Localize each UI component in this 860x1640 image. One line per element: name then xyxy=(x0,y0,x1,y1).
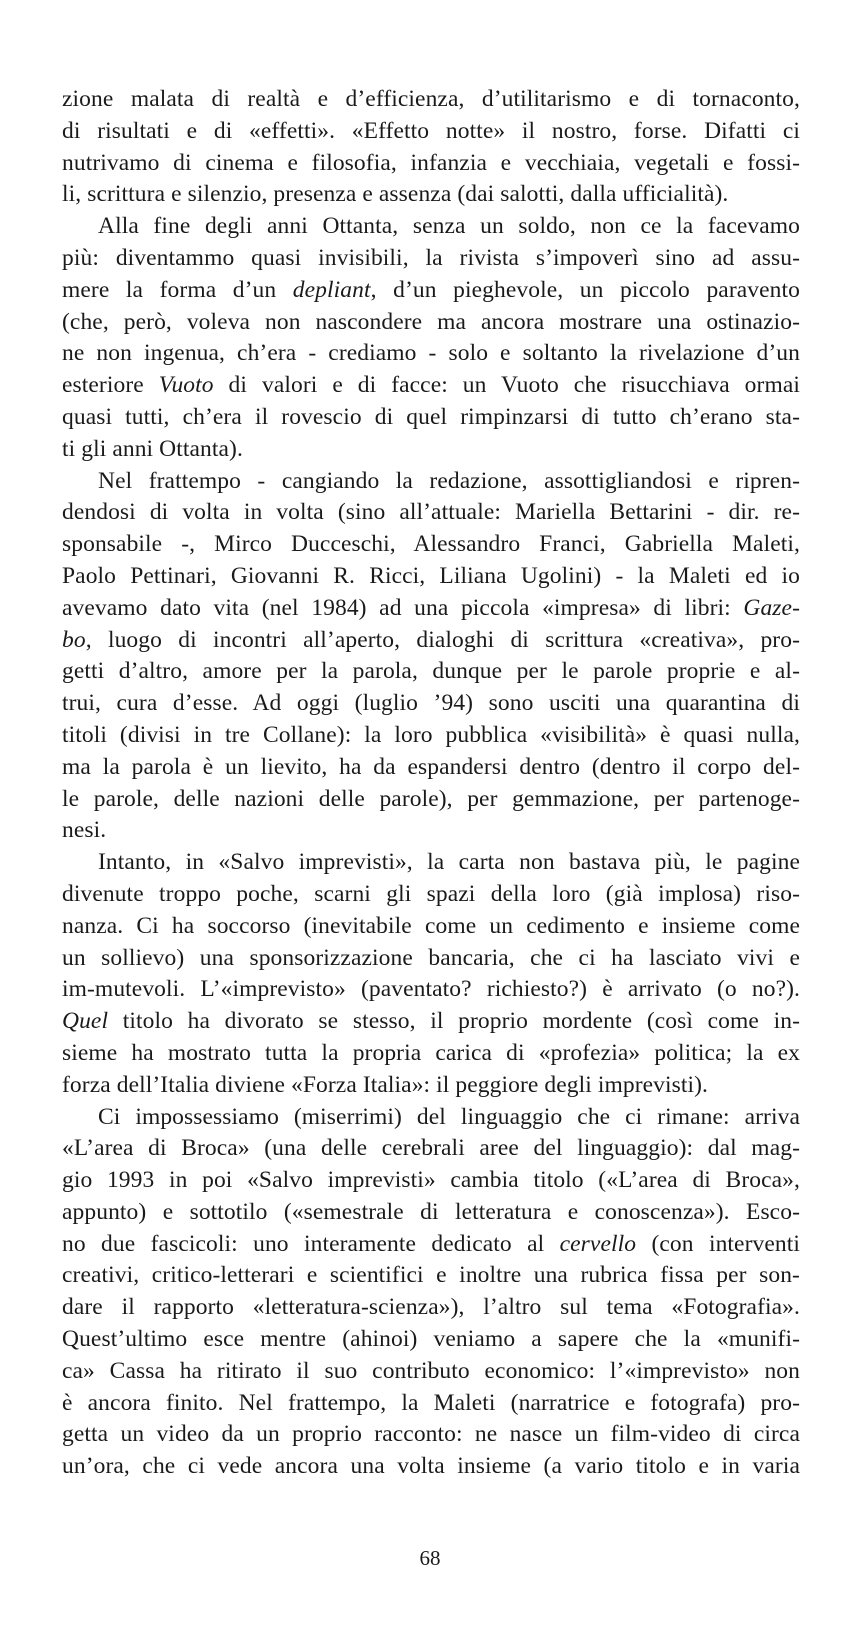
text-line: nanza. Ci ha soccorso (inevitabile come un cedimento e insieme come xyxy=(62,912,800,939)
text-segment: (con interventi xyxy=(636,1230,800,1257)
text-line: Quest’ultimo esce mentre (ahinoi) veniamo a sapere che la «munifi- xyxy=(62,1326,800,1353)
text-line: Ci impossessiamo (miserrimi) del linguaggio che ci rimane: arriva xyxy=(98,1103,800,1130)
italic-term: Gaze- xyxy=(743,594,800,621)
text-line: dare il rapporto «letteratura-scienza»), l’altro sul tema «Fotografia». xyxy=(62,1294,800,1321)
text-line: getti d’altro, amore per la parola, dunque per le parole proprie e al- xyxy=(62,658,800,685)
text-segment: , d’un pieghevole, un piccolo paravento xyxy=(370,276,800,303)
text-segment: mere la forma d’un xyxy=(62,276,293,303)
text-segment: avevamo dato vita (nel 1984) ad una piccola «impresa» di libri: xyxy=(62,594,744,621)
text-line: di risultati e di «effetti». «Effetto notte» il nostro, forse. Difatti ci xyxy=(62,117,800,144)
paragraph-5 xyxy=(62,1102,800,1484)
text-line xyxy=(62,1006,800,1038)
text-line: un’ora, che ci vede ancora una volta insieme (a vario titolo e in varia xyxy=(62,1453,800,1480)
text-segment: no due fascicoli: uno interamente dedicato al xyxy=(62,1230,560,1257)
text-line: trui, cura d’esse. Ad oggi (luglio ’94) sono usciti una quarantina di xyxy=(62,690,800,717)
text-line xyxy=(62,593,800,625)
text-line: titoli (divisi in tre Collane): la loro pubblica «visibilità» è quasi nulla, xyxy=(62,721,800,748)
text-line: sponsabile -, Mirco Ducceschi, Alessandro Franci, Gabriella Maleti, xyxy=(62,531,800,558)
text-line xyxy=(62,370,800,402)
text-line: «L’area di Broca» (una delle cerebrali aree del linguaggio): dal mag- xyxy=(62,1135,800,1162)
text-line: (che, però, voleva non nascondere ma ancora mostrare una ostinazio- xyxy=(62,308,800,335)
paragraph-3 xyxy=(62,466,800,848)
italic-term: depliant xyxy=(292,276,371,303)
text-line: è ancora finito. Nel frattempo, la Maleti (narratrice e fotografa) pro- xyxy=(62,1389,800,1416)
text-line: Alla fine degli anni Ottanta, senza un soldo, non ce la facevamo xyxy=(98,213,800,240)
text-line: dendosi di volta in volta (sino all’attuale: Mariella Bettarini - dir. re- xyxy=(62,499,800,526)
text-line: più: diventammo quasi invisibili, la rivista s’impoverì sino ad assu- xyxy=(62,244,800,271)
italic-term: bo xyxy=(62,626,86,653)
text-line: nesi. xyxy=(62,817,107,844)
text-line: getta un video da un proprio racconto: ne nasce un film-video di circa xyxy=(62,1421,800,1448)
text-line: forza dell’Italia diviene «Forza Italia»: il peggiore degli imprevisti). xyxy=(62,1071,709,1098)
text-line: un sollievo) una sponsorizzazione bancaria, che ci ha lasciato vivi e xyxy=(62,944,800,971)
text-line: li, scrittura e silenzio, presenza e assenza (dai salotti, dalla ufficialità). xyxy=(62,181,729,208)
text-line: appunto) e sottotilo («semestrale di letteratura e conoscenza»). Esco- xyxy=(62,1198,800,1225)
text-line: Nel frattempo - cangiando la redazione, assottigliandosi e ripren- xyxy=(98,467,800,494)
text-line: Intanto, in «Salvo imprevisti», la carta non bastava più, le pagine xyxy=(98,849,800,876)
text-line: im-mutevoli. L’«imprevisto» (paventato? richiesto?) è arrivato (o no?). xyxy=(62,976,800,1003)
text-segment: di valori e di facce: un Vuoto che risucchiava ormai xyxy=(213,372,800,399)
text-line: nutrivamo di cinema e filosofia, infanzia e vecchiaia, vegetali e fossi- xyxy=(62,149,800,176)
text-line xyxy=(62,625,800,657)
text-line: ma la parola è un lievito, ha da espandersi dentro (dentro il corpo del- xyxy=(62,753,800,780)
text-segment: , luogo di incontri all’aperto, dialoghi di scrittura «creativa», pro- xyxy=(85,626,800,653)
text-line: ne non ingenua, ch’era - crediamo - solo e soltanto la rivelazione d’un xyxy=(62,340,800,367)
paragraph-2 xyxy=(62,211,800,465)
text-line xyxy=(62,275,800,307)
italic-term: Quel xyxy=(62,1008,109,1035)
text-segment: titolo ha divorato se stesso, il proprio mordente (così come in- xyxy=(108,1008,800,1035)
text-line: le parole, delle nazioni delle parole), per gemmazione, per partenoge- xyxy=(62,785,800,812)
body-text xyxy=(62,84,800,1483)
paragraph-1 xyxy=(62,84,800,211)
text-line: ca» Cassa ha ritirato il suo contributo economico: l’«imprevisto» non xyxy=(62,1357,800,1384)
text-line: Paolo Pettinari, Giovanni R. Ricci, Liliana Ugolini) - la Maleti ed io xyxy=(62,562,800,589)
text-line xyxy=(62,1229,800,1261)
text-line: zione malata di realtà e d’efficienza, d’utilitarismo e di tornaconto, xyxy=(62,86,800,112)
text-line: creativi, critico-letterari e scientifici e inoltre una rubrica fissa per son- xyxy=(62,1262,800,1289)
text-line: gio 1993 in poi «Salvo imprevisti» cambia titolo («L’area di Broca», xyxy=(62,1167,800,1194)
paragraph-4 xyxy=(62,847,800,1101)
text-line: ti gli anni Ottanta). xyxy=(62,435,243,462)
page-number: 68 xyxy=(419,1546,441,1570)
italic-term: Vuoto xyxy=(158,372,214,399)
italic-term: cervello xyxy=(559,1230,637,1257)
text-line: divenute troppo poche, scarni gli spazi della loro (già implosa) riso- xyxy=(62,880,800,907)
text-segment: esteriore xyxy=(62,372,159,399)
text-line: sieme ha mostrato tutta la propria carica di «profezia» politica; la ex xyxy=(62,1039,800,1066)
text-line: quasi tutti, ch’era il rovescio di quel rimpinzarsi di tutto ch’erano sta- xyxy=(62,403,800,430)
